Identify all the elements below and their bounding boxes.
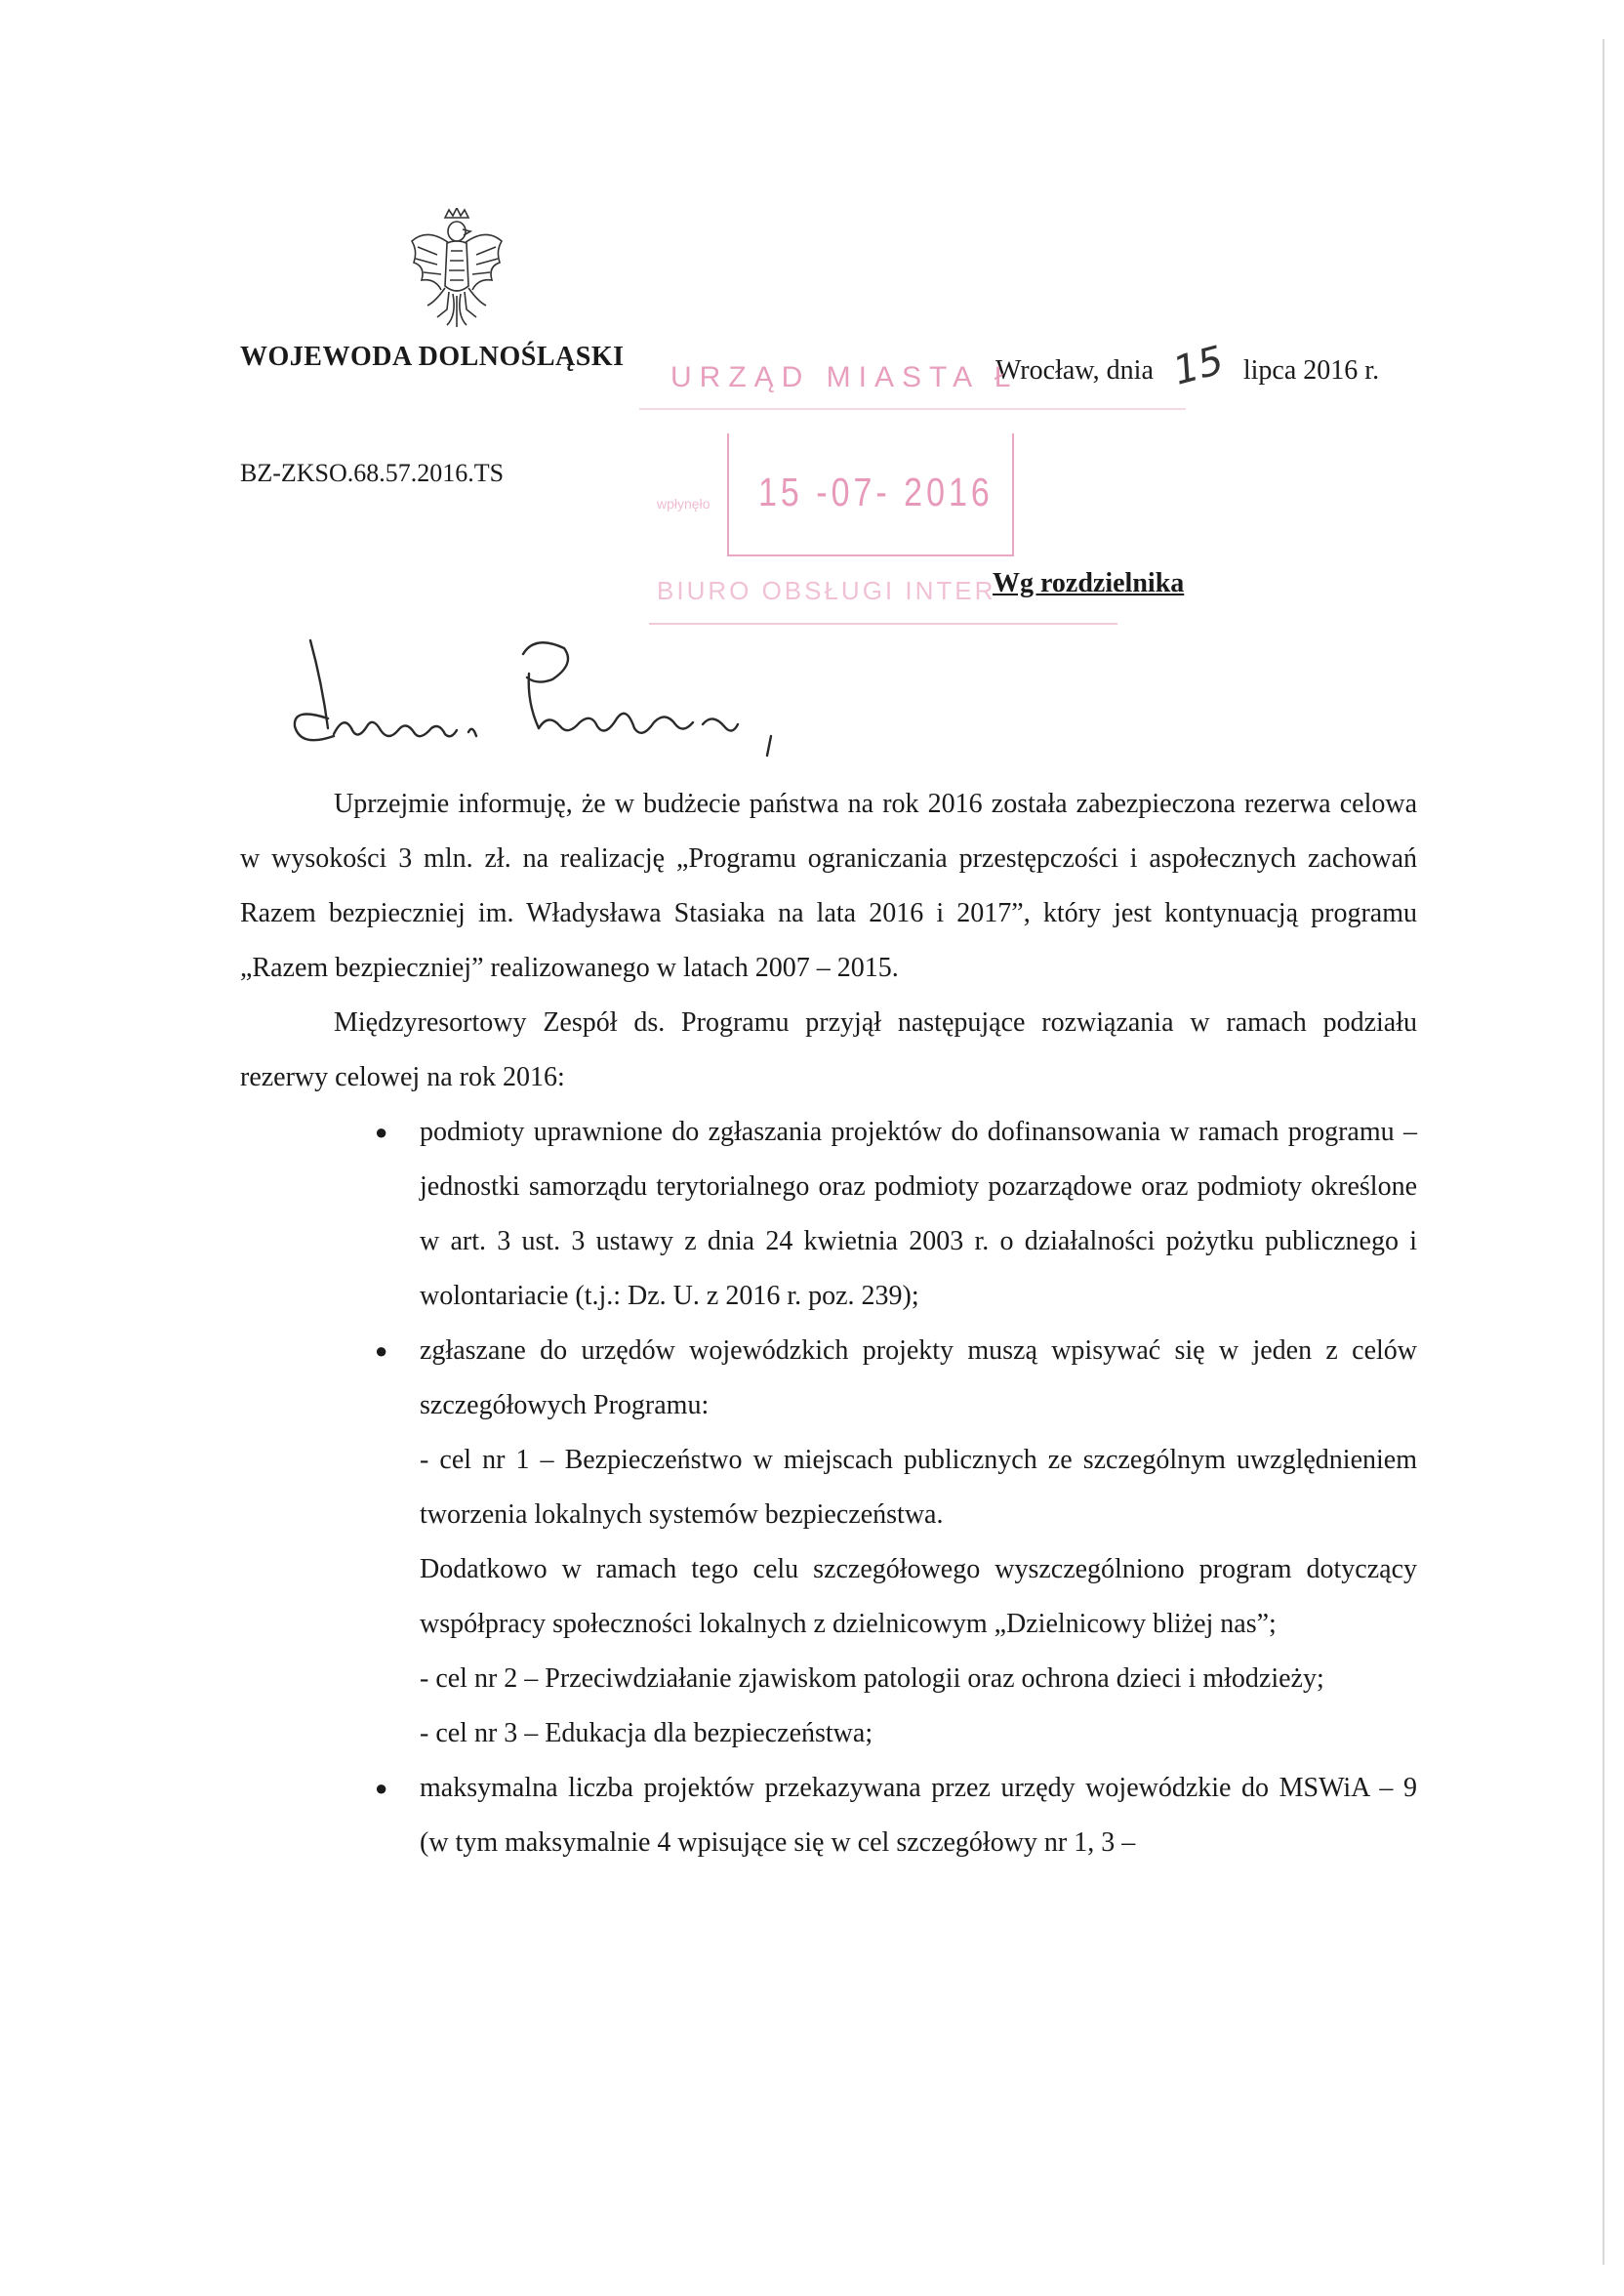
goal-1-extra: Dodatkowo w ramach tego celu szczegółowego wyszczególniono program dotyczący współpracy społeczności lokalnych z dzielnicowym „Dzielnicowy bliżej nas”;: [420, 1554, 1417, 1639]
bullet-icon: ●: [375, 1120, 388, 1144]
decisions-list-continued: [240, 1761, 1417, 1870]
stamp-date: 15 -07- 2016: [758, 471, 994, 515]
letter-body: [240, 777, 1417, 1870]
list-item: [240, 1105, 1417, 1324]
paragraph-team-decisions: Międzyresortowy Zespół ds. Programu przyjął następujące rozwiązania w ramach podziału rezerwy celowej na rok 2016:: [240, 1007, 1417, 1092]
date-day-handwritten: 15: [1168, 338, 1229, 394]
list-item-text: zgłaszane do urzędów wojewódzkich projekty muszą wpisywać się w jeden z celów szczegółowych Programu:: [420, 1335, 1417, 1420]
decisions-list: [240, 1105, 1417, 1433]
polish-eagle-emblem-icon: [408, 208, 506, 329]
list-item: [240, 1324, 1417, 1433]
recipient-line: Wg rozdzielnika: [993, 568, 1185, 598]
list-item-text: podmioty uprawnione do zgłaszania projektów do dofinansowania w ramach programu – jednostki samorządu terytorialnego oraz podmioty pozarządowe oraz podmioty określone w art. 3 ust. 3 ustawy z dnia 24 kwietnia 2003 r. o działalności pożytku publicznego i wolontariacie (t.j.: Dz. U. z 2016 r. poz. 239);: [420, 1117, 1417, 1311]
scan-edge-line: [1603, 39, 1604, 2265]
bullet-icon: ●: [375, 1338, 388, 1363]
stamp-office-department: BIURO OBSŁUGI INTER: [657, 576, 996, 605]
goal-2: - cel nr 2 – Przeciwdziałanie zjawiskom patologii oraz ochrona dzieci i młodzieży;: [420, 1663, 1324, 1694]
handwritten-salutation-signature: [283, 635, 791, 761]
stamp-office-name: URZĄD MIASTA Ł: [670, 361, 1019, 393]
reference-number: BZ-ZKSO.68.57.2016.TS: [240, 459, 505, 487]
paragraph-intro: Uprzejmie informuję, że w budżecie państwa na rok 2016 została zabezpieczona rezerwa celowa w wysokości 3 mln. zł. na realizację „Programu ograniczania przestępczości i aspołecznych zachowań Razem bezpieczniej im. Władysława Stasiaka na lata 2016 i 2017”, który jest kontynuacją programu „Razem bezpieczniej” realizowanego w latach 2007 – 2015.: [240, 789, 1417, 983]
goal-1: - cel nr 1 – Bezpieczeństwo w miejscach publicznych ze szczególnym uwzględnieniem tworzenia lokalnych systemów bezpieczeństwa.: [420, 1445, 1417, 1530]
date-suffix: lipca 2016 r.: [1242, 355, 1380, 386]
list-item-text: maksymalna liczba projektów przekazywana przez urzędy wojewódzkie do MSWiA – 9 (w tym maksymalnie 4 wpisujące się w cel szczegółowy nr 1, 3 –: [420, 1773, 1417, 1858]
stamp-rule-bottom: [649, 623, 1117, 625]
issuing-authority: WOJEWODA DOLNOŚLĄSKI: [240, 342, 625, 372]
list-item: [240, 1761, 1417, 1870]
stamp-received-label: wpłynęło: [657, 496, 710, 512]
stamp-rule-top: [639, 408, 1186, 410]
date-prefix: Wrocław, dnia: [995, 355, 1154, 386]
goal-3: - cel nr 3 – Edukacja dla bezpieczeństwa;: [420, 1718, 873, 1748]
bullet-icon: ●: [375, 1776, 388, 1800]
